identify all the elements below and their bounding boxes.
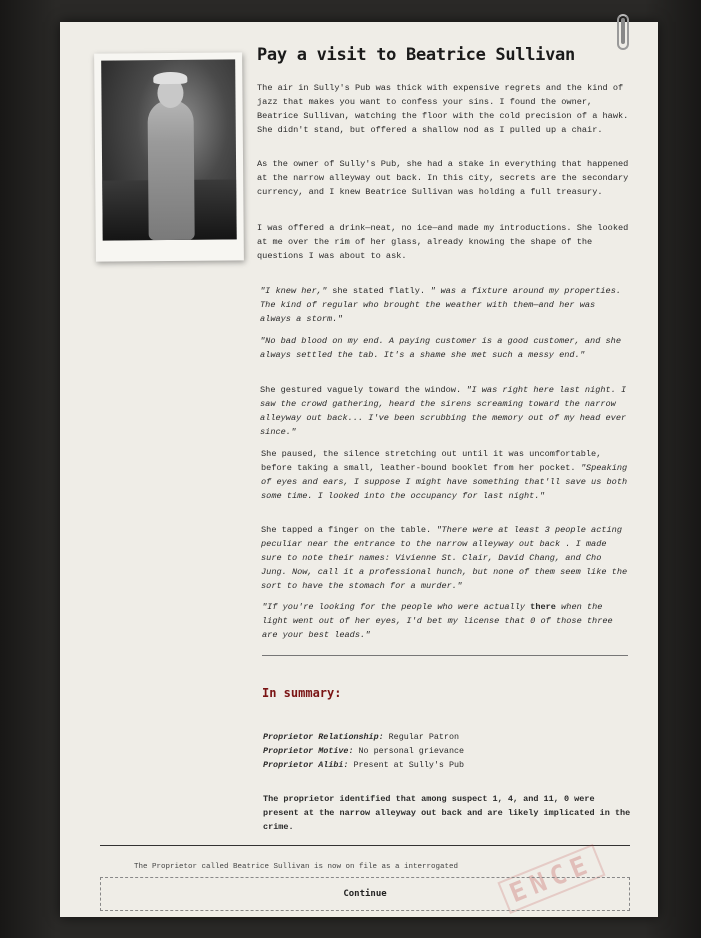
leads-c: when the light went out of her eyes, I'd bet my license that 0 of those three are your best leads." bbox=[262, 602, 613, 640]
filed-status-text: The Proprietor called Beatrice Sullivan is now on file as a interrogated bbox=[134, 863, 459, 871]
window-a: She gestured vaguely toward the window. bbox=[260, 385, 467, 395]
fact-relationship-label: Proprietor Relationship: bbox=[263, 732, 384, 742]
fact-motive-value: No personal grievance bbox=[353, 746, 465, 756]
summary-heading: In summary: bbox=[262, 686, 342, 700]
fact-alibi-value: Present at Sully's Pub bbox=[348, 760, 465, 770]
page-title: Pay a visit to Beatrice Sullivan bbox=[257, 45, 575, 65]
fact-alibi bbox=[263, 758, 464, 772]
photo-hat bbox=[153, 72, 187, 84]
booklet-b: "Speaking of eyes and ears, I suppose I might have something that'll save us both some time. I looked into the occupancy for last night." bbox=[261, 463, 628, 501]
leads-a: "If you're looking for the people who were actually bbox=[262, 602, 531, 612]
paragraph-booklet bbox=[261, 447, 629, 503]
window-b: "I was right here last night. I saw the crowd gathering, heard the sirens screaming toward the narrow alleyway out back... I've been scrubbing the memory out of my head ever since." bbox=[260, 385, 627, 437]
names-b: "There were at least 3 people acting peculiar near the entrance to the narrow alleyway out back . I made sure to note their names: Vivienne St. Clair, David Chang, and Cho Jung. Now, call it a professional hunch, but none of them seem like the sort to have the stomach for a murder." bbox=[261, 525, 628, 591]
paragraph-leads bbox=[262, 600, 630, 642]
paragraph-quote-blood bbox=[260, 334, 630, 362]
quote-knew-c: " was a fixture around my properties. The kind of regular who brought the weather with them—and her was always a storm." bbox=[260, 286, 622, 324]
fact-motive bbox=[263, 744, 464, 758]
paragraph-names bbox=[261, 523, 629, 593]
quote-blood-text: "No bad blood on my end. A paying customer is a good customer, and she always settled the tab. It's a shame she met such a messy end." bbox=[260, 336, 621, 360]
paragraph-owner: As the owner of Sully's Pub, she had a stake in everything that happened at the narrow alleyway out back. In this city, secrets are the secondary currency, and I knew Beatrice Sullivan was holding a full treasury. bbox=[257, 159, 629, 197]
summary-facts bbox=[263, 730, 464, 772]
fact-relationship-value: Regular Patron bbox=[383, 732, 460, 742]
fact-motive-label: Proprietor Motive: bbox=[263, 746, 354, 756]
evidence-stamp: ENCE bbox=[497, 844, 605, 914]
paperclip-inner bbox=[621, 18, 625, 44]
section-divider bbox=[262, 655, 628, 656]
paragraph-intro: The air in Sully's Pub was thick with expensive regrets and the kind of jazz that makes you want to confess your sins. I found the owner, Beatrice Sullivan, watching the floor with the cold precision of a hawk. She didn't stand, but offered a shallow nod as I pulled up a chair. bbox=[257, 83, 629, 135]
continue-button[interactable]: Continue bbox=[100, 877, 630, 911]
names-a: She tapped a finger on the table. bbox=[261, 525, 437, 535]
paragraph-quote-knew bbox=[260, 284, 630, 326]
fact-alibi-label: Proprietor Alibi: bbox=[263, 760, 349, 770]
quote-knew-a: "I knew her," bbox=[260, 286, 328, 296]
leads-b: there bbox=[530, 602, 556, 612]
photo-figure bbox=[148, 100, 195, 240]
photo-image bbox=[101, 59, 237, 240]
fact-relationship bbox=[263, 730, 464, 744]
suspect-photo bbox=[94, 52, 244, 261]
quote-knew-b: she stated flatly. bbox=[327, 286, 431, 296]
booklet-a: She paused, the silence stretching out until it was uncomfortable, before taking a small, leather-bound booklet from her pocket. bbox=[261, 449, 602, 473]
footer-divider bbox=[100, 845, 630, 846]
paragraph-drink: I was offered a drink—neat, no ice—and made my introductions. She looked at me over the rim of her glass, already knowing the shape of the questions I was about to ask. bbox=[257, 223, 629, 261]
summary-conclusion: The proprietor identified that among suspect 1, 4, and 11, 0 were present at the narrow alleyway out back and are likely implicated in the crime. bbox=[263, 794, 631, 832]
paragraph-window bbox=[260, 383, 630, 439]
